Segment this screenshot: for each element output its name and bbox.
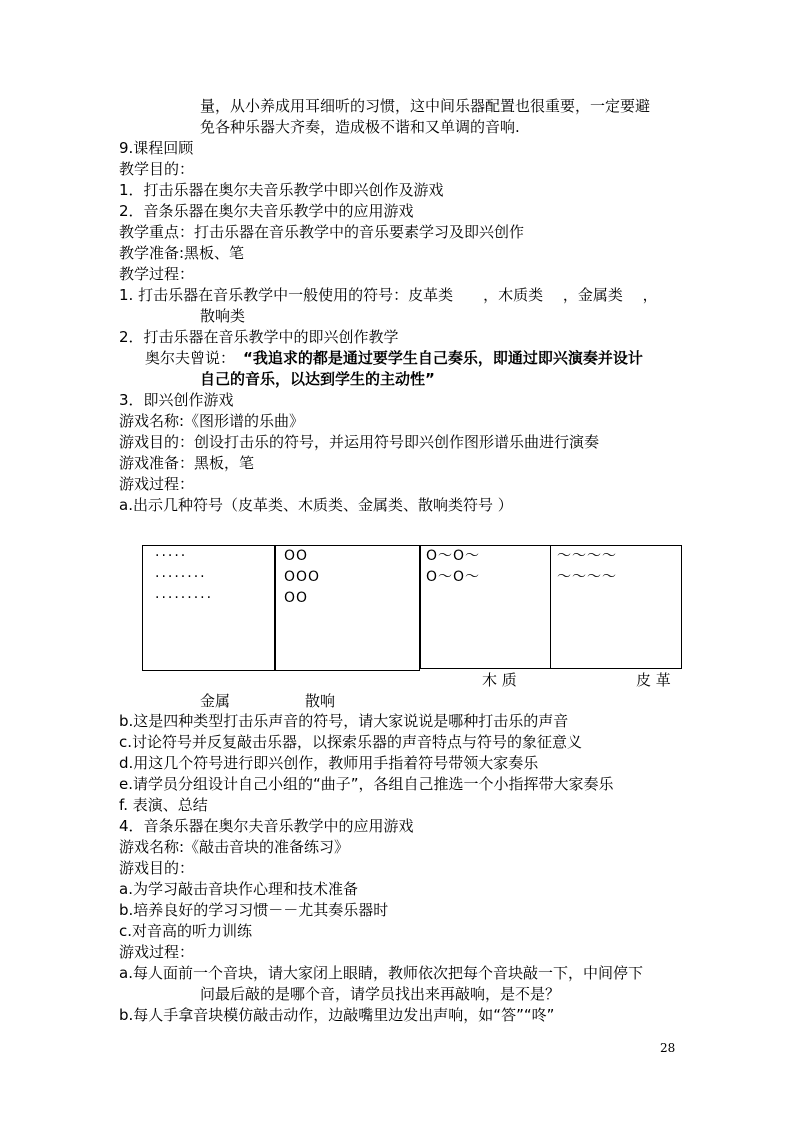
symbol-box-leather: [550, 545, 682, 669]
symbol-box-wood: [420, 545, 551, 669]
scatter-symbol: OO: [284, 548, 309, 564]
symbol-box-metal: [142, 545, 275, 671]
section-heading: 9.课程回顾: [119, 139, 194, 157]
text-line: b.这是四种类型打击乐声音的符号，请大家说说是哪种打击乐的声音: [119, 712, 569, 730]
wood-symbol: O～O～: [426, 548, 481, 564]
leather-symbol: ～～～～: [557, 569, 617, 585]
text-line: c.对音高的听力训练: [119, 922, 253, 940]
caption-wood: 木 质: [482, 671, 517, 689]
text-line: 量，从小养成用耳细听的习惯，这中间乐器配置也很重要，一定要避: [200, 97, 651, 115]
quote-intro: 奥尔夫曾说：: [145, 349, 236, 367]
text-line: 4．音条乐器在奥尔夫音乐教学中的应用游戏: [119, 817, 414, 835]
text-line: a.每人面前一个音块，请大家闭上眼睛，教师依次把每个音块敲一下，中间停下: [119, 964, 643, 982]
wood-symbol: O～O～: [426, 569, 481, 585]
text-line: 问最后敲的是哪个音，请学员找出来再敲响，是不是？: [200, 985, 561, 1003]
caption-metal: 金属: [200, 692, 231, 710]
text-line: 游戏目的：创设打击乐的符号，并运用符号即兴创作图形谱乐曲进行演奏: [119, 433, 600, 451]
text-line: 散响类: [200, 307, 246, 325]
metal-symbol: ·····: [155, 548, 188, 564]
text-line: 教学准备:黑板、笔: [119, 244, 245, 262]
text-line: 1．打击乐器在奥尔夫音乐教学中即兴创作及游戏: [119, 181, 444, 199]
text-line: 教学目的：: [119, 160, 195, 178]
text-line: 免各种乐器大齐奏，造成极不谐和又单调的音响.: [200, 118, 520, 136]
text-line: 游戏过程：: [119, 943, 195, 961]
text-line: 教学过程：: [119, 265, 195, 283]
page-number: 28: [660, 1041, 676, 1055]
text-line: 3．即兴创作游戏: [119, 391, 234, 409]
scatter-symbol: OOO: [284, 569, 321, 585]
text-line: d.用这几个符号进行即兴创作，教师用手指着符号带领大家奏乐: [119, 754, 539, 772]
scatter-symbol: OO: [284, 590, 309, 606]
text-line: f. 表演、总结: [119, 796, 208, 814]
text-line: 游戏过程：: [119, 475, 195, 493]
text-line: 1. 打击乐器在音乐教学中一般使用的符号：皮革类 ，木质类 ，金属类 ，: [119, 286, 658, 304]
text-line: b.每人手拿音块模仿敲击动作，边敲嘴里边发出声响，如“答”“咚”: [119, 1006, 555, 1024]
text-line: e.请学员分组设计自己小组的“曲子”，各组自己推选一个小指挥带大家奏乐: [119, 775, 614, 793]
metal-symbol: ········: [155, 569, 207, 585]
text-line: c.讨论符号并反复敲击乐器，以探索乐器的声音特点与符号的象征意义: [119, 733, 583, 751]
symbol-box-scatter: [275, 545, 420, 671]
text-line: a.出示几种符号（皮革类、木质类、金属类、散响类符号 ）: [119, 496, 513, 514]
caption-leather: 皮 革: [636, 671, 671, 689]
leather-symbol: ～～～～: [557, 548, 617, 564]
text-line: 游戏名称:《敲击音块的准备练习》: [119, 838, 350, 856]
text-line: 游戏目的：: [119, 859, 195, 877]
text-line: 2．音条乐器在奥尔夫音乐教学中的应用游戏: [119, 202, 414, 220]
quote-text: 自己的音乐，以达到学生的主动性”: [200, 370, 435, 388]
text-line: 教学重点：打击乐器在音乐教学中的音乐要素学习及即兴创作: [119, 223, 525, 241]
metal-symbol: ·········: [155, 590, 214, 606]
text-line: a.为学习敲击音块作心理和技术准备: [119, 880, 358, 898]
text-line: b.培养良好的学习习惯－－尤其奏乐器时: [119, 901, 389, 919]
text-line: 游戏名称:《图形谱的乐曲》: [119, 412, 305, 430]
caption-scatter: 散响: [305, 692, 336, 710]
quote-text: “我追求的都是通过要学生自己奏乐，即通过即兴演奏并设计: [243, 349, 643, 367]
text-line: 2．打击乐器在音乐教学中的即兴创作教学: [119, 328, 399, 346]
text-line: 游戏准备：黑板，笔: [119, 454, 255, 472]
